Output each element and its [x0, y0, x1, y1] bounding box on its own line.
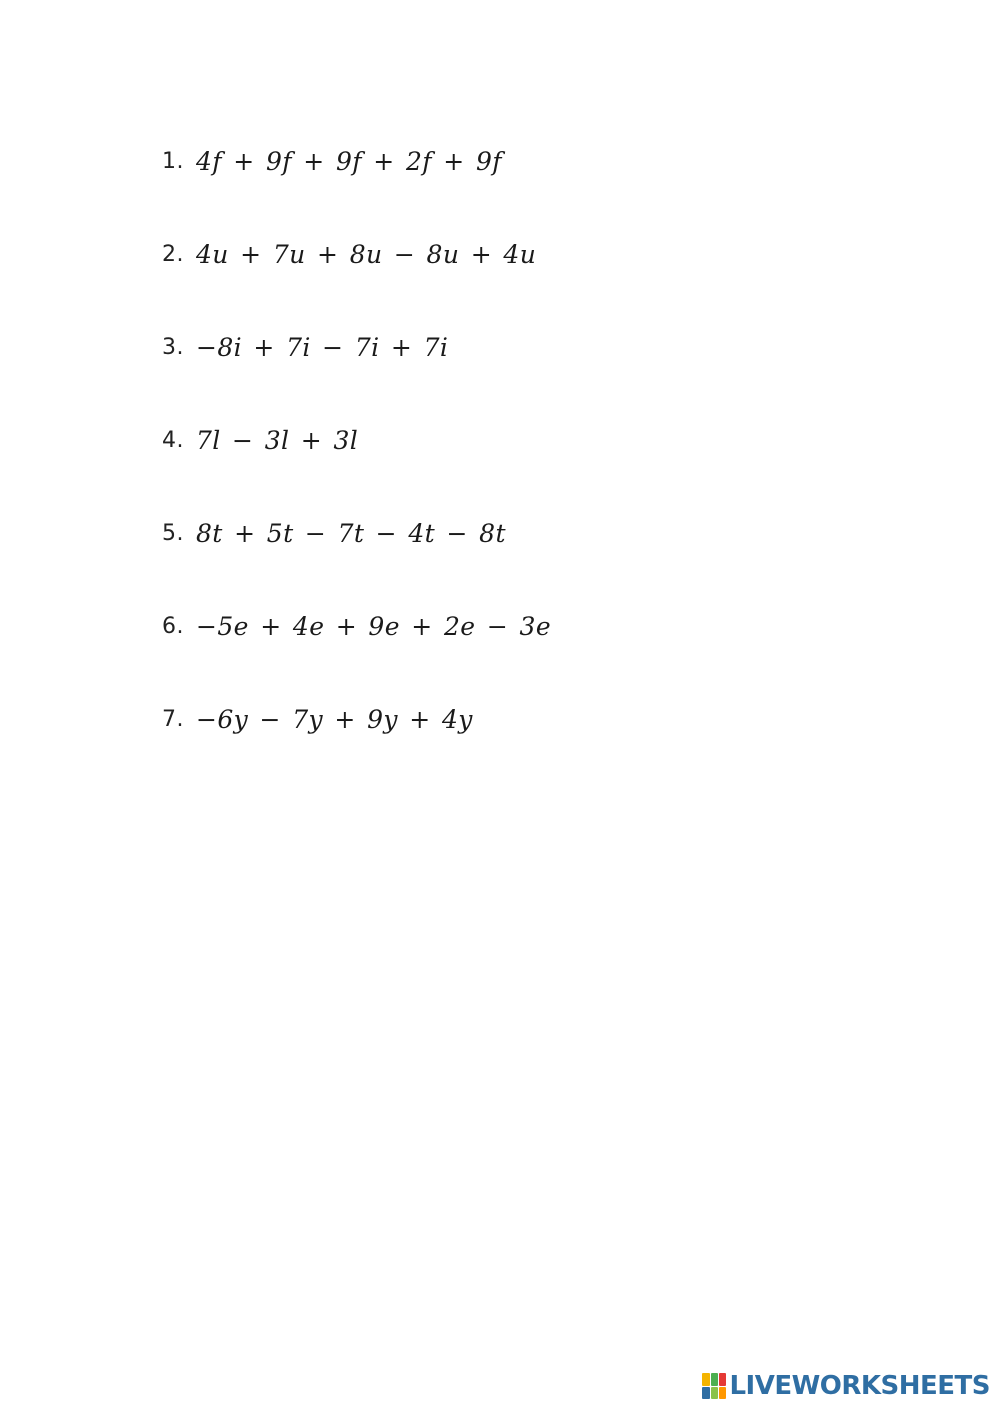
problem-expression: −8i + 7i − 7i + 7i: [196, 333, 449, 362]
problem-item: [162, 419, 551, 512]
problem-expression: −5e + 4e + 9e + 2e − 3e: [196, 612, 552, 641]
problem-item: [162, 326, 551, 419]
logo-block: [702, 1387, 709, 1400]
problem-item: [162, 512, 551, 605]
problem-expression: 4u + 7u + 8u − 8u + 4u: [196, 240, 537, 269]
problem-expression: 8t + 5t − 7t − 4t − 8t: [196, 519, 506, 548]
problem-number: 4.: [162, 428, 184, 453]
problem-number: 3.: [162, 335, 184, 360]
logo-block: [711, 1373, 718, 1386]
problem-number: 6.: [162, 614, 184, 639]
problem-item: [162, 233, 551, 326]
liveworksheets-logo[interactable]: [702, 1371, 990, 1401]
problem-number: 1.: [162, 149, 184, 174]
problem-number: 2.: [162, 242, 184, 267]
problem-list: [162, 140, 551, 791]
problem-number: 7.: [162, 707, 184, 732]
problem-expression: 4f + 9f + 9f + 2f + 9f: [196, 147, 502, 176]
liveworksheets-logo-icon: [702, 1373, 726, 1399]
logo-text: LIVEWORKSHEETS: [729, 1371, 990, 1401]
logo-block: [702, 1373, 709, 1386]
problem-item: [162, 140, 551, 233]
logo-block: [719, 1387, 726, 1400]
logo-block: [711, 1387, 718, 1400]
problem-expression: −6y − 7y + 9y + 4y: [196, 705, 473, 734]
problem-number: 5.: [162, 521, 184, 546]
problem-expression: 7l − 3l + 3l: [196, 426, 359, 455]
logo-block: [719, 1373, 726, 1386]
problem-item: [162, 698, 551, 791]
problem-item: [162, 605, 551, 698]
